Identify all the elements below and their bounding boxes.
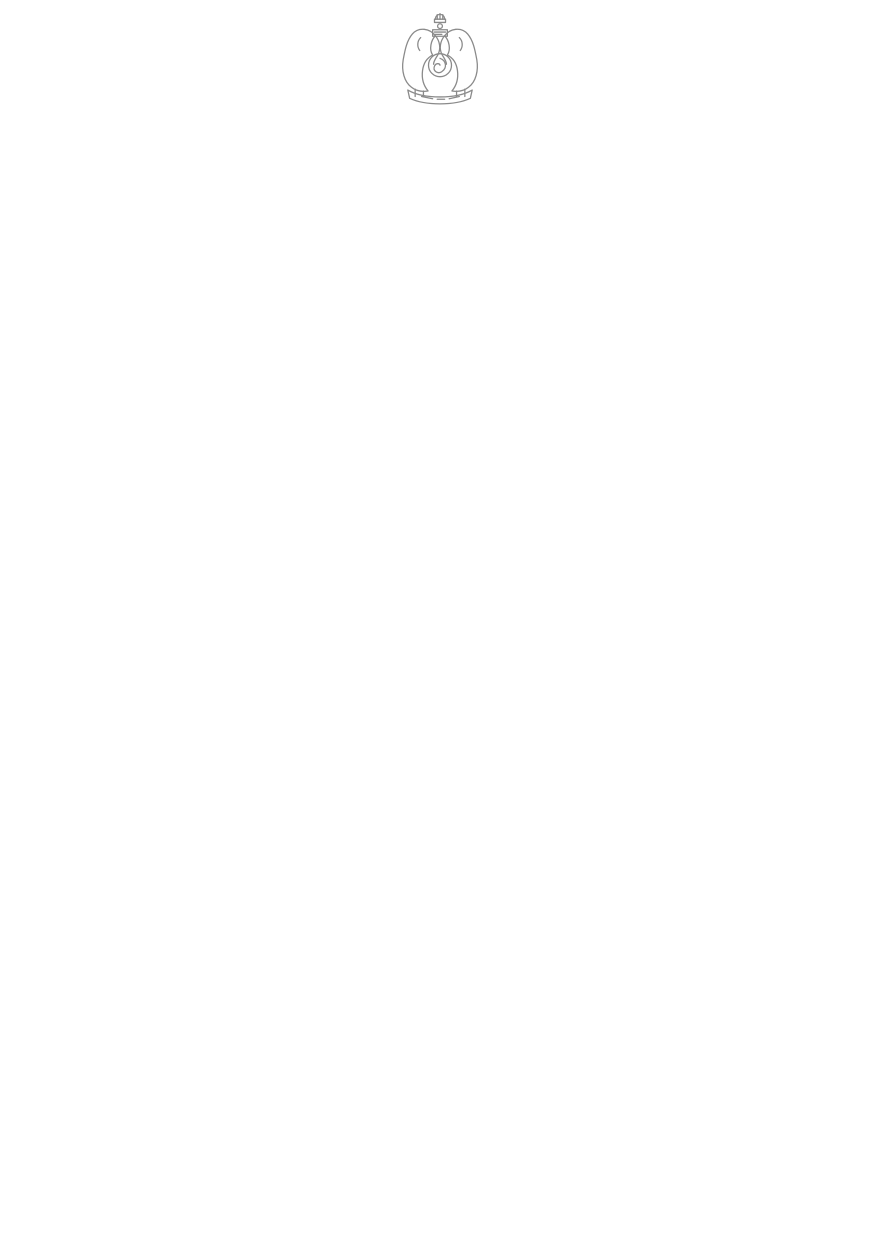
kerala-state-emblem-icon bbox=[394, 7, 486, 105]
